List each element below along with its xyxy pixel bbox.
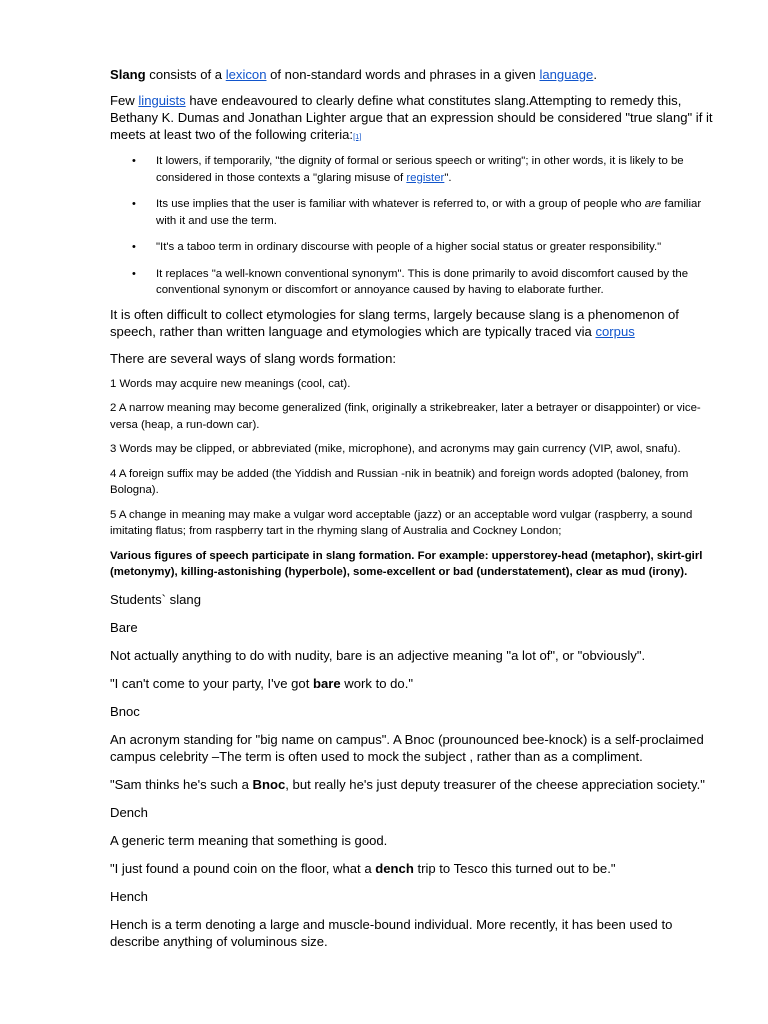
text-span: , but really he's just deputy treasurer of the cheese appreciation society." xyxy=(285,776,705,792)
reference-link[interactable]: [1] xyxy=(353,132,362,141)
bullet-icon: • xyxy=(132,155,136,167)
text-span: "I just found a pound coin on the floor, what a xyxy=(110,860,376,876)
text-span: have endeavoured to clearly define what constitutes slang.Attempting to remedy this, Bethany K. Dumas and Jonathan Lighter argue that an expression should be considered "true slang" if it meets at least two of the following criteria: xyxy=(110,93,713,142)
term-heading-hench: Hench xyxy=(110,888,148,904)
list-item xyxy=(110,266,720,299)
formation-heading: There are several ways of slang words formation: xyxy=(110,350,397,366)
figures-paragraph: Various figures of speech participate in slang formation. For example: upperstorey-head (metaphor), skirt-girl (metonymy), killing-astonishing (hyperbole), some-excellent or bad (understatement), clear as mud (irony). xyxy=(110,549,703,578)
bold-term: bare xyxy=(313,675,341,691)
document-page xyxy=(110,66,720,950)
term-heading-dench: Dench xyxy=(110,804,148,820)
text-span: work to do." xyxy=(340,675,414,691)
text-span: Its use implies that the user is familiar with whatever is referred to, or with a group of people who xyxy=(156,198,645,210)
link-register[interactable]: register xyxy=(406,171,445,184)
link-linguists[interactable]: linguists xyxy=(138,93,186,108)
text-span: It replaces "a well-known conventional synonym". This is done primarily to avoid discomfort caused by the conventional synonym or discomfort or annoyance caused by having to elaborate further. xyxy=(156,267,689,296)
term-definition-bare: Not actually anything to do with nudity, bare is an adjective meaning "a lot of", or "obviously". xyxy=(110,647,646,663)
emphasis-text: are xyxy=(644,198,662,210)
text-span: It lowers, if temporarily, "the dignity of formal or serious speech or writing"; in other words, it is likely to be considered in those contexts a "glaring misuse of xyxy=(156,155,684,184)
text-span: "It's a taboo term in ordinary discourse with people of a higher social status or greater responsibility." xyxy=(156,241,662,253)
text-span: "Sam thinks he's such a xyxy=(110,776,253,792)
term-example-bare xyxy=(110,675,720,692)
bullet-icon: • xyxy=(132,241,136,253)
bullet-icon: • xyxy=(132,267,136,280)
formation-item: 5 A change in meaning may make a vulgar word acceptable (jazz) or an acceptable word vulgar (raspberry, a sound imitating flatus; from raspberry tart in the rhyming slang of Australia and Cockney London; xyxy=(110,508,693,537)
link-lexicon[interactable]: lexicon xyxy=(225,67,267,82)
formation-item: 3 Words may be clipped, or abbreviated (mike, microphone), and acronyms may gain currency (VIP, awol, snafu). xyxy=(110,443,681,455)
link-corpus[interactable]: corpus xyxy=(595,323,635,339)
formation-item: 2 A narrow meaning may become generalized (fink, originally a strikebreaker, later a betrayer or disappointer) or vice-versa (heap, a run-down car). xyxy=(110,402,701,431)
term-heading-bare: Bare xyxy=(110,619,138,635)
text-span: Few xyxy=(110,93,139,108)
text-span: of non-standard words and phrases in a given xyxy=(266,67,540,82)
term-slang: Slang xyxy=(110,67,146,82)
bullet-icon: • xyxy=(132,198,136,210)
text-span: trip to Tesco this turned out to be." xyxy=(413,860,616,876)
term-definition-dench: A generic term meaning that something is good. xyxy=(110,832,388,848)
text-span: ". xyxy=(444,171,452,184)
bold-term: Bnoc xyxy=(252,776,286,792)
bold-term: dench xyxy=(375,860,414,876)
list-item xyxy=(110,153,720,186)
etymology-paragraph xyxy=(110,306,720,340)
definition-paragraph xyxy=(110,92,720,143)
criteria-list xyxy=(110,153,720,299)
list-item xyxy=(110,196,720,229)
term-definition-hench: Hench is a term denoting a large and muscle-bound individual. More recently, it has been used to describe anything of voluminous size. xyxy=(110,916,673,949)
term-heading-bnoc: Bnoc xyxy=(110,703,140,719)
formation-item: 1 Words may acquire new meanings (cool, cat). xyxy=(110,377,351,390)
text-span: "I can't come to your party, I've got xyxy=(110,675,313,691)
term-example-bnoc xyxy=(110,776,720,793)
text-span: It is often difficult to collect etymologies for slang terms, largely because slang is a phenomenon of speech, rather than written language and etymologies which are typically traced via xyxy=(110,306,679,339)
students-slang-heading: Students` slang xyxy=(110,591,201,607)
list-item xyxy=(110,239,720,256)
formation-item: 4 A foreign suffix may be added (the Yiddish and Russian -nik in beatnik) and foreign words adopted (baloney, from Bologna). xyxy=(110,467,689,496)
term-example-dench xyxy=(110,860,720,877)
text-span: consists of a xyxy=(145,67,226,82)
term-definition-bnoc: An acronym standing for "big name on campus". A Bnoc (prounounced bee-knock) is a self-proclaimed campus celebrity –The term is often used to mock the subject , rather than as a compliment. xyxy=(110,731,704,764)
intro-paragraph xyxy=(110,66,720,83)
text-span: . xyxy=(593,67,597,82)
text-span: familiar with it and use the term. xyxy=(156,198,702,227)
link-language[interactable]: language xyxy=(539,67,594,82)
